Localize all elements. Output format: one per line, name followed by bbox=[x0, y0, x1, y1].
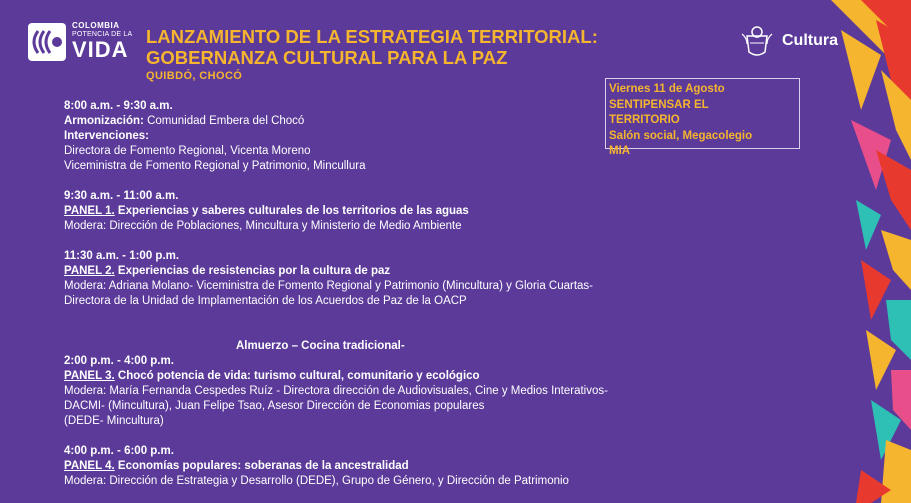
panel-title: Economías populares: soberanas de la ancestralidad bbox=[114, 460, 409, 472]
panel-heading bbox=[64, 459, 704, 474]
time-slot: 4:00 p.m. - 6:00 p.m. bbox=[64, 445, 174, 457]
panel-title: Chocó potencia de vida: turismo cultural, comunitario y ecológico bbox=[114, 370, 480, 382]
speaker-line: Viceministra de Fomento Regional y Patrimonio, Mincullura bbox=[64, 160, 366, 172]
logo-colombia: COLOMBIA bbox=[72, 21, 120, 30]
armonizacion-label: Armonización: bbox=[64, 115, 144, 127]
event-venue: Salón social, Megacolegio bbox=[609, 129, 753, 142]
moderator-line: DACMI- (Mincultura), Juan Felipe Tsao, Asesor Dirección de Economias populares bbox=[64, 400, 485, 412]
page-title bbox=[146, 26, 598, 68]
event-venue-2: MIA bbox=[609, 145, 631, 157]
coat-of-arms-icon bbox=[738, 22, 776, 60]
panel-heading bbox=[64, 369, 704, 384]
moderator-line: Directora de la Unidad de Implamentación de los Acuerdos de Paz de la OACP bbox=[64, 295, 467, 307]
logo-potencia: POTENCIA DE LA bbox=[72, 31, 133, 38]
panel-title: Experiencias y saberes culturales de los territorios de las aguas bbox=[114, 205, 469, 217]
event-name-2: TERRITORIO bbox=[609, 114, 680, 126]
armonizacion-value: Comunidad Embera del Chocó bbox=[143, 115, 305, 127]
moderator-line: Modera: Adriana Molano- Viceministra de Fomento Regional y Patrimonio (Mincultura) y Gloria Cuartas- bbox=[64, 280, 594, 292]
logo-waves-icon bbox=[28, 23, 66, 61]
panel-label: PANEL 3. bbox=[64, 370, 115, 382]
event-date: Viernes 11 de Agosto bbox=[609, 83, 725, 95]
panel-heading bbox=[64, 204, 704, 219]
panel-title: Experiencias de resistencias por la cultura de paz bbox=[114, 265, 391, 277]
moderator-line: Modera: María Fernanda Cespedes Ruíz - Directora dirección de Audiovisuales, Cine y Medios Interativos- bbox=[64, 385, 608, 397]
title-line-2: GOBERNANZA CULTURAL PARA LA PAZ bbox=[146, 47, 508, 68]
time-slot: 11:30 a.m. - 1:00 p.m. bbox=[64, 250, 180, 262]
time-slot: 8:00 a.m. - 9:30 a.m. bbox=[64, 100, 173, 112]
panel-label: PANEL 2. bbox=[64, 265, 115, 277]
title-line-1: LANZAMIENTO DE LA ESTRATEGIA TERRITORIAL: bbox=[146, 26, 598, 47]
lunch-break: Almuerzo – Cocina tradicional- bbox=[236, 340, 405, 352]
panel-label: PANEL 4. bbox=[64, 460, 115, 472]
time-slot: 9:30 a.m. - 11:00 a.m. bbox=[64, 190, 179, 202]
agenda bbox=[64, 99, 704, 489]
speaker-line: Directora de Fomento Regional, Vicenta Moreno bbox=[64, 145, 311, 157]
moderator-line: (DEDE- Mincultura) bbox=[64, 415, 164, 427]
armonizacion-line bbox=[64, 114, 704, 129]
intervenciones-label: Intervenciones: bbox=[64, 130, 149, 142]
decorative-pattern bbox=[821, 0, 911, 503]
time-slot: 2:00 p.m. - 4:00 p.m. bbox=[64, 355, 174, 367]
colombia-potencia-de-la-vida-logo bbox=[28, 22, 132, 61]
panel-heading bbox=[64, 264, 704, 279]
panel-label: PANEL 1. bbox=[64, 205, 115, 217]
ministry-name: Cultura bbox=[782, 32, 838, 49]
moderator-line: Modera: Dirección de Poblaciones, Mincultura y Ministerio de Medio Ambiente bbox=[64, 220, 462, 232]
logo-vida: VIDA bbox=[72, 37, 129, 62]
moderator-line: Modera: Dirección de Estrategia y Desarrollo (DEDE), Grupo de Género, y Dirección de Patrimonio bbox=[64, 475, 569, 487]
location-subtitle: QUIBDÓ, CHOCÓ bbox=[146, 70, 243, 82]
event-name-1: SENTIPENSAR EL bbox=[609, 98, 709, 111]
